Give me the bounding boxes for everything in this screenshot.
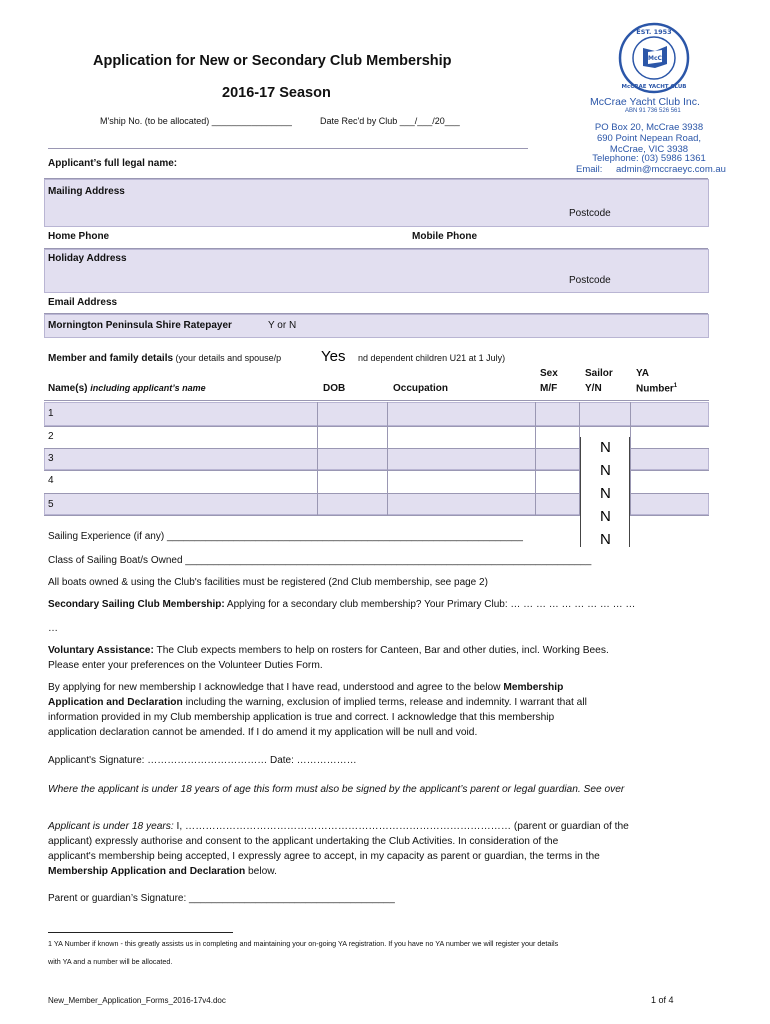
email-address-label: Email Address xyxy=(48,297,118,308)
mobile-phone-label: Mobile Phone xyxy=(412,231,477,242)
col-sailor-header-1: Sailor xyxy=(585,368,613,379)
guardian-requirement-note: Where the applicant is under 18 years of age this form must also be signed by the applicant’s parent or legal guardian. See over xyxy=(48,784,625,795)
family-heading xyxy=(48,353,281,364)
sailor-overlay-n: N xyxy=(600,462,611,479)
under18-paragraph xyxy=(48,819,738,879)
sailor-overlay-n: N xyxy=(600,485,611,502)
voluntary-text-2: Please enter your preferences on the Volunteer Duties Form. xyxy=(48,660,323,671)
under18-line-3: applicant's membership being accepted, I expressly agree to accept, in my capacity as parent or guardian, the terms in the xyxy=(48,851,600,862)
declaration-bold-2: Application and Declaration xyxy=(48,697,183,708)
club-email-label: Email: xyxy=(576,164,603,175)
holiday-address-field[interactable] xyxy=(44,249,709,293)
under18-line-2: applicant) expressly authorise and consent to the applicant undertaking the Club Activities. In consideration of the xyxy=(48,836,559,847)
guardian-signature-field[interactable]: Parent or guardian’s Signature: _____________________________________ xyxy=(48,893,395,904)
sailor-overlay-n: N xyxy=(600,531,611,548)
header-divider xyxy=(48,148,528,149)
family-heading-part-a: (your details and spouse/p xyxy=(173,353,282,363)
boat-class-field[interactable]: Class of Sailing Boat/s Owned _________________________________________________________________________ xyxy=(48,555,592,566)
form-title: Application for New or Secondary Club Membership xyxy=(93,53,452,69)
family-heading-part-b: nd dependent children U21 at 1 July) xyxy=(358,353,506,363)
membership-number-field: M'ship No. (to be allocated) ________________ xyxy=(100,116,292,126)
ratepayer-label: Mornington Peninsula Shire Ratepayer xyxy=(48,320,232,331)
declaration-bold-1: Membership xyxy=(503,682,564,693)
voluntary-text-1: The Club expects members to help on rosters for Canteen, Bar and other duties, incl. Working Bees. xyxy=(153,645,609,656)
mailing-address-label: Mailing Address xyxy=(48,186,125,197)
secondary-club-label: Secondary Sailing Club Membership: xyxy=(48,599,225,610)
secondary-club-ellipsis: … xyxy=(48,623,58,634)
footer-filename: New_Member_Application_Forms_2016-17v4.doc xyxy=(48,996,226,1005)
secondary-club-text: Applying for a secondary club membership? Your Primary Club: … … … … … … … … … … xyxy=(224,599,636,610)
under18-line-4: below. xyxy=(245,866,277,877)
footnote-divider xyxy=(48,932,233,933)
declaration-line-4: application declaration cannot be amended. If I do amend it my application will be null and void. xyxy=(48,727,478,738)
col-ya-header-2 xyxy=(636,383,677,394)
col-ya-footnote-ref: 1 xyxy=(673,383,678,389)
holiday-address-label: Holiday Address xyxy=(48,253,127,264)
declaration-paragraph xyxy=(48,680,738,740)
full-name-label: Applicant’s full legal name: xyxy=(48,158,178,169)
col-divider xyxy=(630,402,631,515)
col-divider xyxy=(535,402,536,515)
col-sex-header-1: Sex xyxy=(540,368,558,379)
declaration-line-3: information provided in my Club membership application is true and correct. I acknowledge that this membership xyxy=(48,712,555,723)
footnote-line-2: with YA and a number will be allocated. xyxy=(48,957,173,966)
club-address-3: McCrae, VIC 3938 xyxy=(609,144,689,155)
ratepayer-options: Y or N xyxy=(268,320,297,331)
col-ya-header-1: YA xyxy=(636,368,649,379)
col-name-label: Name(s) xyxy=(48,383,88,394)
sailing-experience-field[interactable]: Sailing Experience (if any) ________________________________________________________________ xyxy=(48,531,523,542)
voluntary-paragraph xyxy=(48,643,728,673)
declaration-line-2: including the warning, exclusion of implied terms, release and indemnity. I warrant that all xyxy=(182,697,587,708)
mailing-address-field[interactable] xyxy=(44,179,709,227)
col-sex-header-2: M/F xyxy=(540,383,558,394)
club-abn: ABN 91 736 526 561 xyxy=(625,108,681,114)
family-heading-bold: Member and family details xyxy=(48,353,174,364)
table-row[interactable] xyxy=(44,402,709,426)
club-address-1: PO Box 20, McCrae 3938 xyxy=(594,122,704,133)
under18-line-1: I, …………………………………………………………………………………… (parent or guardian of the xyxy=(173,821,629,832)
row-line xyxy=(44,426,709,427)
row-number: 2 xyxy=(48,431,54,442)
col-dob-header: DOB xyxy=(323,383,346,394)
club-name: McCrae Yacht Club Inc. xyxy=(590,96,700,108)
logo-est-text: EST. 1953 xyxy=(636,28,672,36)
row-number: 1 xyxy=(48,408,54,419)
col-divider xyxy=(387,402,388,515)
mailing-postcode-label: Postcode xyxy=(569,208,611,219)
club-logo xyxy=(617,22,691,94)
row-number: 4 xyxy=(48,475,54,486)
declaration-line-1: By applying for new membership I acknowledge that I have read, understood and agree to the below xyxy=(48,682,504,693)
club-email: admin@mccraeyc.com.au xyxy=(616,164,726,175)
boats-registration-note: All boats owned & using the Club's facilities must be registered (2nd Club membership, see page 2) xyxy=(48,577,488,588)
holiday-postcode-label: Postcode xyxy=(569,275,611,286)
footnote-line-1: 1 YA Number if known - this greatly assists us in completing and maintaining your on-going YA registration. If you have no YA number we will register your details xyxy=(48,939,559,948)
footer-page-number: 1 of 4 xyxy=(651,995,674,1005)
table-header-line xyxy=(44,400,709,401)
col-name-header xyxy=(48,383,206,394)
row-number: 5 xyxy=(48,499,54,510)
logo-flag-text: McC xyxy=(648,55,662,62)
col-occupation-header: Occupation xyxy=(393,383,449,394)
sailor-overlay-n: N xyxy=(600,508,611,525)
home-phone-label: Home Phone xyxy=(48,231,110,242)
season-title: 2016-17 Season xyxy=(222,85,331,101)
voluntary-label: Voluntary Assistance: xyxy=(48,645,154,656)
sailor-overlay-n: N xyxy=(600,439,611,456)
under18-label: Applicant is under 18 years: xyxy=(48,821,174,832)
date-received-field: Date Rec'd by Club ___/___/20___ xyxy=(320,116,460,126)
logo-club-text: McCRAE YACHT CLUB xyxy=(621,84,687,90)
col-sailor-header-2: Y/N xyxy=(585,383,602,394)
club-telephone: Telephone: (03) 5986 1361 xyxy=(592,153,706,164)
yes-overlay-text: Yes xyxy=(318,348,348,365)
secondary-club-line xyxy=(48,599,635,610)
row-number: 3 xyxy=(48,453,54,464)
col-name-italic: including applicant’s name xyxy=(90,383,206,393)
col-ya-label: Number xyxy=(636,383,674,395)
club-address-2: 690 Point Nepean Road, xyxy=(596,133,702,144)
under18-bold: Membership Application and Declaration xyxy=(48,866,246,877)
col-divider xyxy=(317,402,318,515)
applicant-signature-field[interactable]: Applicant's Signature: ……………………………… Date: ……………… xyxy=(48,755,357,766)
